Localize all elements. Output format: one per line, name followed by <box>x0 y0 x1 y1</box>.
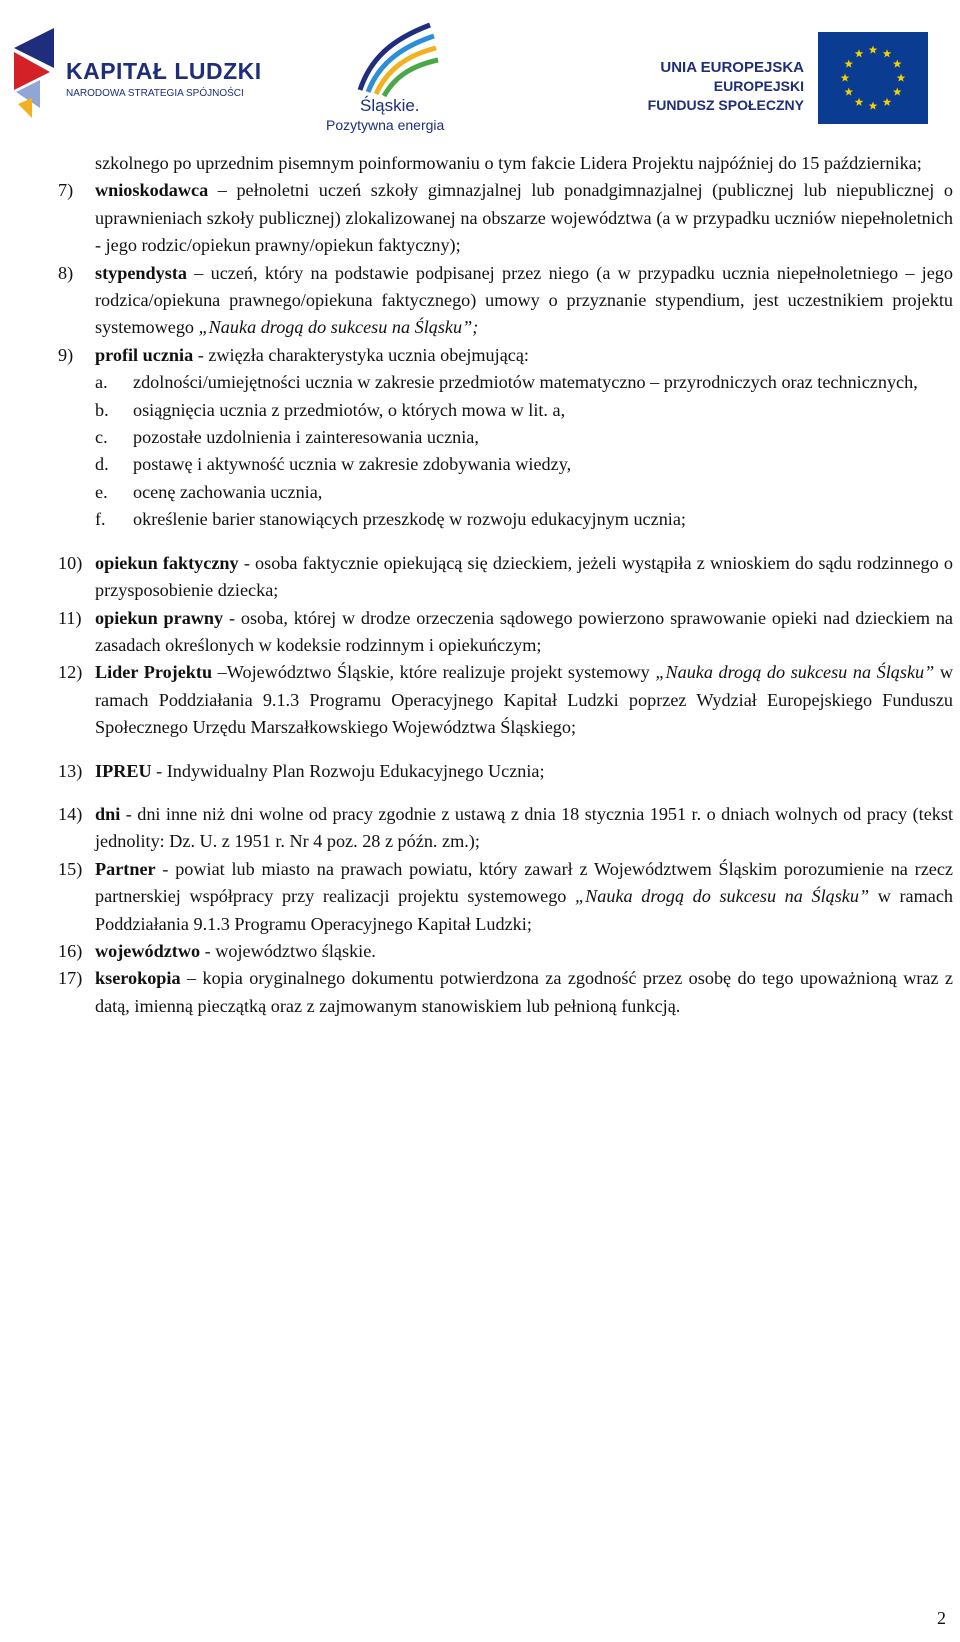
slaskie-subtitle: Pozytywna energia <box>326 117 445 133</box>
definition-7 <box>58 177 953 259</box>
kapital-ludzki-emblem-icon <box>10 28 58 120</box>
profile-item-d <box>58 451 953 478</box>
item-number: 15) <box>58 858 83 879</box>
eu-flag-icon <box>818 32 928 124</box>
kapital-ludzki-subtitle: NARODOWA STRATEGIA SPÓJNOŚCI <box>66 88 244 99</box>
definition-text: - osoba faktycznie opiekującą się dzieckiem, jeżeli wystąpiła z wnioskiem do sądu rodzinnego o przysposobienie dziecka; <box>95 552 954 601</box>
item-text: ocenę zachowania ucznia, <box>133 481 323 502</box>
definition-9 <box>58 342 953 369</box>
definition-text: – uczeń, który na podstawie podpisanej przez niego (a w przypadku ucznia niepełnoletniego – jego rodzica/opiekuna prawnego/opiekuna faktycznego) umowy o przyznanie stypendium, jest uczestnikiem projektu systemowego <box>95 262 953 338</box>
item-number: 16) <box>58 940 83 961</box>
eu-line-2: EUROPEJSKI <box>713 78 804 94</box>
item-number: 7) <box>58 180 74 201</box>
profile-item-c <box>58 424 953 451</box>
term: Partner <box>95 858 156 879</box>
definition-10 <box>58 550 953 605</box>
definition-11 <box>58 605 953 660</box>
definition-text-cont: w ramach Poddziałania 9.1.3 Programu Operacyjnego Kapitał Ludzki poprzez Wydział Europejskiego Funduszu Społecznego Urzędu Marszałkowskiego Województwa Śląskiego; <box>95 662 953 738</box>
eu-logo-text <box>648 58 804 115</box>
item-text: zdolności/umiejętności ucznia w zakresie przedmiotów matematyczno – przyrodniczych oraz technicznych, <box>133 372 918 393</box>
item-letter: d. <box>95 454 109 475</box>
item-text: określenie barier stanowiących przeszkodę w rozwoju edukacyjnym ucznia; <box>133 509 686 530</box>
slaskie-logo <box>320 20 460 142</box>
item-number: 10) <box>58 552 83 573</box>
term: wnioskodawca <box>95 180 209 201</box>
kapital-ludzki-title: KAPITAŁ LUDZKI <box>66 58 262 84</box>
definition-text: –Województwo Śląskie, które realizuje projekt systemowy <box>212 662 656 683</box>
definition-text: – kopia oryginalnego dokumentu potwierdzona za zgodność przez osobę do tego upoważnioną wraz z datą, imienną pieczątką oraz z zajmowanym stanowiskiem lub pełnioną funkcją. <box>95 968 953 1016</box>
eu-line-3: FUNDUSZ SPOŁECZNY <box>647 97 804 113</box>
term: opiekun faktyczny <box>95 552 239 573</box>
project-name: „Nauka drogą do sukcesu na Śląsku”; <box>198 317 479 338</box>
spacer <box>58 785 953 801</box>
definition-text: – pełnoletni uczeń szkoły gimnazjalnej lub ponadgimnazjalnej (publicznej lub niepublicznej o uprawnieniach szkoły publicznej) zlokalizowanej na obszarze województwa (a w przypadku uczniów niepełnoletnich - jego rodzic/opiekun prawny/opiekun faktyczny); <box>95 180 953 256</box>
eu-line-1: UNIA EUROPEJSKA <box>660 59 804 76</box>
item-number: 11) <box>58 607 82 628</box>
term: stypendysta <box>95 262 187 283</box>
definition-text: - powiat lub miasto na prawach powiatu, który zawarł z Województwem Śląskim porozumienie na rzecz partnerskiej współpracy przy realizacji projektu systemowego <box>95 858 953 907</box>
term: kserokopia <box>95 968 181 989</box>
definition-text: - zwięzła charakterystyka ucznia obejmującą: <box>193 344 529 365</box>
definition-text: - województwo śląskie. <box>200 940 376 961</box>
term: Lider Projektu <box>95 662 213 683</box>
definition-16 <box>58 938 953 965</box>
project-name: „Nauka drogą do sukcesu na Śląsku” <box>655 662 935 683</box>
definition-12 <box>58 659 953 741</box>
definition-text: - Indywidualny Plan Rozwoju Edukacyjnego Ucznia; <box>151 760 545 781</box>
term: opiekun prawny <box>95 607 224 628</box>
kapital-ludzki-logo <box>10 28 262 128</box>
definition-8 <box>58 260 953 342</box>
term: województwo <box>95 940 201 961</box>
profile-item-f <box>58 506 953 533</box>
page-number: 2 <box>937 1608 946 1628</box>
term: profil ucznia <box>95 344 194 365</box>
item-letter: e. <box>95 481 108 502</box>
definition-15 <box>58 856 953 938</box>
definition-13 <box>58 758 953 785</box>
item-letter: b. <box>95 399 109 420</box>
item-text: osiągnięcia ucznia z przedmiotów, o których mowa w lit. a, <box>133 399 566 420</box>
document-header <box>0 0 960 145</box>
document-body <box>58 150 953 1020</box>
item-letter: c. <box>95 427 108 448</box>
item-letter: a. <box>95 372 108 393</box>
intro-paragraph: szkolnego po uprzednim pisemnym poinformowaniu o tym fakcie Lidera Projektu najpóźniej do 15 października; <box>95 153 922 173</box>
definition-text: - osoba, której w drodze orzeczenia sądowego powierzono sprawowanie opieki nad dzieckiem na zasadach określonych w kodeksie rodzinnym i opiekuńczym; <box>95 607 954 655</box>
item-number: 8) <box>58 262 74 283</box>
definition-text-cont: w ramach Poddziałania 9.1.3 Programu Operacyjnego Kapitał Ludzki; <box>95 886 953 934</box>
term: dni <box>95 803 121 824</box>
term: IPREU <box>95 760 152 781</box>
item-number: 14) <box>58 803 83 824</box>
item-number: 13) <box>58 760 83 781</box>
project-name: „Nauka drogą do sukcesu na Śląsku” <box>575 886 870 907</box>
item-number: 12) <box>58 662 83 683</box>
item-letter: f. <box>95 509 106 530</box>
item-number: 9) <box>58 344 74 365</box>
definition-17 <box>58 965 953 1020</box>
spacer <box>58 534 953 550</box>
definition-text: - dni inne niż dni wolne od pracy zgodnie z ustawą z dnia 18 stycznia 1951 r. o dniach wolnych od pracy (tekst jednolity: Dz. U. z 1951 r. Nr 4 poz. 28 z późn. zm.); <box>95 803 953 852</box>
slaskie-title: Śląskie. <box>360 96 420 115</box>
profile-item-e <box>58 479 953 506</box>
item-text: postawę i aktywność ucznia w zakresie zdobywania wiedzy, <box>133 454 572 475</box>
definition-14 <box>58 801 953 856</box>
item-text: pozostałe uzdolnienia i zainteresowania ucznia, <box>133 427 479 448</box>
profile-item-a <box>58 369 953 396</box>
eu-logo <box>596 28 936 128</box>
slaskie-waves-icon <box>350 20 440 100</box>
profile-item-b <box>58 397 953 424</box>
spacer <box>58 742 953 758</box>
item-number: 17) <box>58 968 83 989</box>
